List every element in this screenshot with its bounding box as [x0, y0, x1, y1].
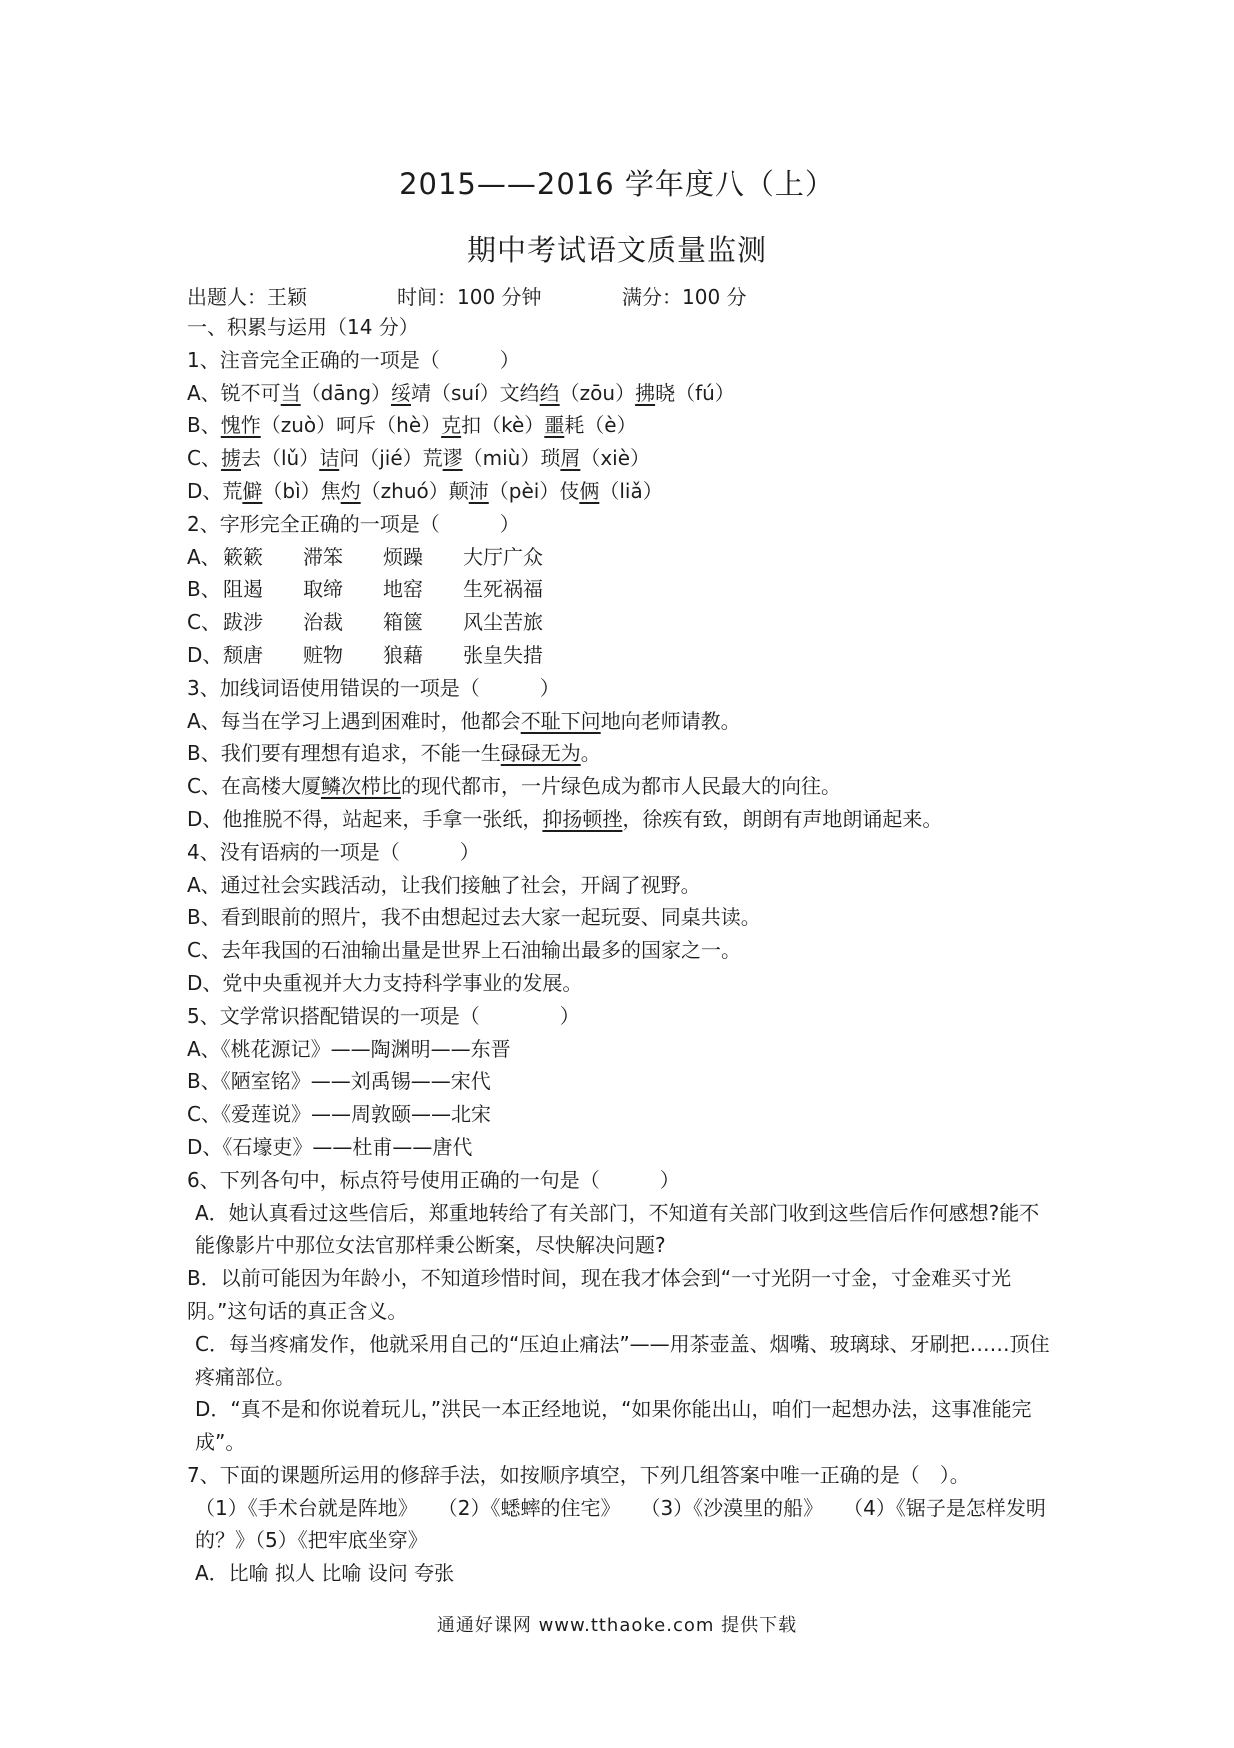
question-2-option-a: A、 簌簌 滞笨 烦躁 大厅广众: [187, 544, 543, 569]
question-4-option-a: A、通过社会实践活动，让我们接触了社会，开阔了视野。: [187, 872, 701, 897]
question-2-option-b: B、 阻遏 取缔 地窑 生死祸福: [187, 577, 543, 602]
question-6-option-d: D．“真不是和你说着玩儿，”洪民一本正经地说，“如果你能出山，咱们一起想办法，这事准能完成”。: [195, 1397, 1032, 1455]
question-3-option-d: D、他推脱不得，站起来，手拿一张纸，抑扬顿挫，徐疾有致，朗朗有声地朗诵起来。: [187, 806, 943, 831]
question-6-stem: 6、下列各句中，标点符号使用正确的一句是（ ）: [187, 1167, 680, 1192]
question-4-option-d: D、党中央重视并大力支持科学事业的发展。: [187, 970, 583, 995]
question-1-option-d: D、荒僻（bì）焦灼（zhuó）颠沛（pèi）伎俩（liǎ）: [187, 478, 663, 503]
question-1-option-a: A、锐不可当（dāng）绥靖（suí）文绉绉（zōu）拂晓（fú）: [187, 380, 735, 405]
time-label: 时间：100 分钟: [397, 285, 542, 309]
question-5-stem: 5、文学常识搭配错误的一项是（ ）: [187, 1003, 580, 1028]
question-5-option-a: A、《桃花源记》——陶渊明——东晋: [187, 1036, 511, 1061]
section-heading: 一、积累与运用（14 分）: [187, 315, 419, 339]
question-5-option-c: C、《爱莲说》——周敦颐——北宋: [187, 1102, 491, 1127]
question-5-option-b: B、《陋室铭》——刘禹锡——宋代: [187, 1069, 491, 1094]
question-1-option-c: C、掳去（lǔ）诘问（jié）荒谬（miù）琐屑（xiè）: [187, 446, 651, 471]
question-3-option-c: C、在高楼大厦鳞次栉比的现代都市，一片绿色成为都市人民最大的向往。: [187, 774, 841, 799]
question-2-option-c: C、 跋涉 治裁 箱篋 风尘苦旅: [187, 610, 543, 635]
full-score-label: 满分：100 分: [622, 285, 747, 309]
question-7-option-a: A．比喻 拟人 比喻 设问 夸张: [195, 1561, 455, 1586]
exam-body: [187, 311, 1057, 1590]
question-1-stem: 1、注音完全正确的一项是（ ）: [187, 347, 520, 372]
page-subtitle: 期中考试语文质量监测: [466, 233, 767, 267]
question-4-stem: 4、没有语病的一项是（ ）: [187, 839, 480, 864]
question-6-option-b: B．以前可能因为年龄小，不知道珍惜时间，现在我才体会到“一寸光阴一寸金，寸金难买寸光阴。”这句话的真正含义。: [187, 1266, 1012, 1323]
question-6-option-a: A．她认真看过这些信后，郑重地转给了有关部门，不知道有关部门收到这些信后作何感想?能不能像影片中那位女法官那样秉公断案，尽快解决问题?: [195, 1200, 1040, 1258]
exam-meta: [187, 281, 1087, 310]
question-7-stem: 7、下面的课题所运用的修辞手法，如按顺序填空，下列几组答案中唯一正确的是（ ）。: [187, 1462, 970, 1487]
question-3-option-b: B、我们要有理想有追求，不能一生碌碌无为。: [187, 741, 601, 766]
page-title: 2015——2016 学年度八（上）: [399, 167, 835, 201]
question-3-option-a: A、每当在学习上遇到困难时，他都会不耻下问地向老师请教。: [187, 708, 741, 733]
question-1-option-b: B、愧怍（zuò）呵斥（hè）克扣（kè）噩耗（è）: [187, 413, 637, 438]
question-4-option-b: B、看到眼前的照片，我不由想起过去大家一起玩耍、同桌共读。: [187, 905, 761, 930]
question-6-option-c: C．每当疼痛发作，他就采用自己的“压迫止痛法”——用茶壶盖、烟嘴、玻璃球、牙刷把……顶住疼痛部位。: [195, 1331, 1050, 1389]
question-3-stem: 3、加线词语使用错误的一项是（ ）: [187, 675, 560, 700]
question-4-option-c: C、去年我国的石油输出量是世界上石油输出最多的国家之一。: [187, 938, 741, 963]
question-5-option-d: D、《石壕吏》——杜甫——唐代: [187, 1134, 473, 1159]
question-2-stem: 2、字形完全正确的一项是（ ）: [187, 511, 520, 536]
question-2-option-d: D、颓唐 赃物 狼藉 张皇失措: [187, 642, 543, 667]
question-7-titles: （1）《手术台就是阵地》 （2）《蟋蟀的住宅》 （3）《沙漠里的船》 （4）《锯子是怎样发明的？》（5）《把牢底坐穿》: [195, 1495, 1046, 1553]
footer-download-note: 通通好课网 www.tthaoke.com 提供下载: [436, 1615, 798, 1636]
author-label: 出题人：王颖: [187, 285, 307, 309]
